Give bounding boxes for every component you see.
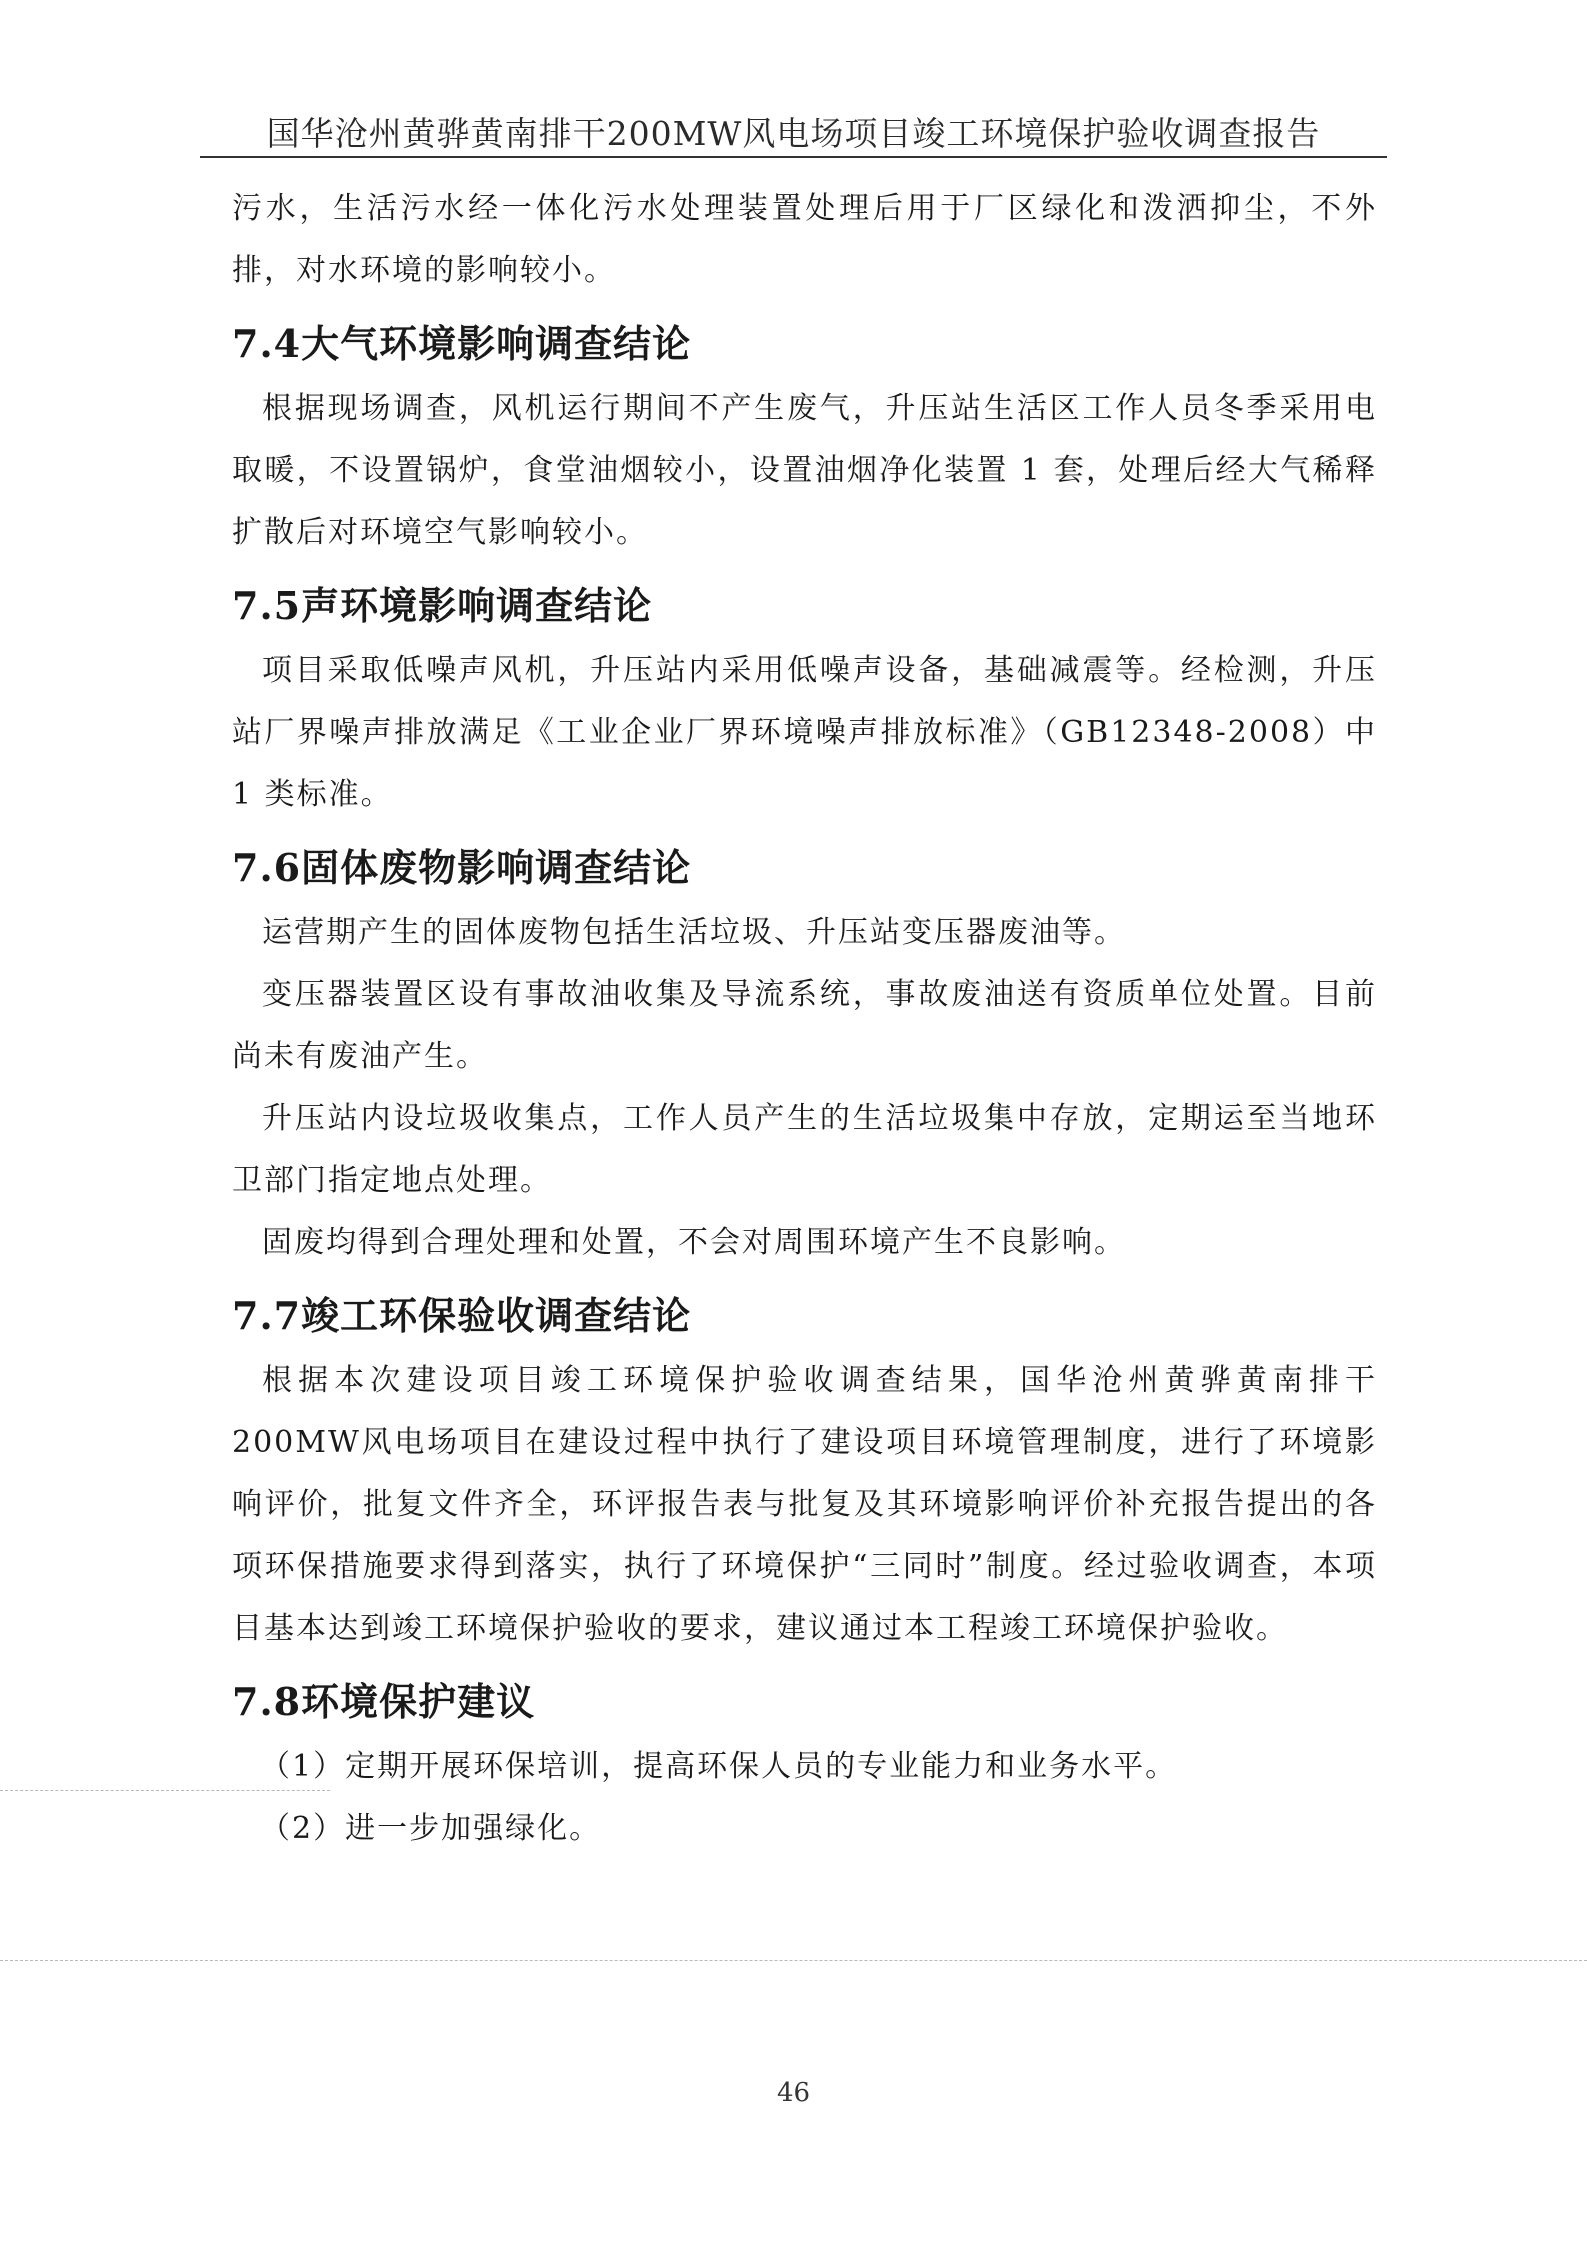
intro-paragraph: 污水，生活污水经一体化污水处理装置处理后用于厂区绿化和泼洒抑尘，不外排，对水环境的影响较小。: [232, 191, 1377, 288]
section-7-8-item-2: （2）进一步加强绿化。: [260, 1811, 602, 1846]
page-number: 46: [776, 2078, 811, 2108]
section-7-6-paragraph-3: 升压站内设垃圾收集点，工作人员产生的生活垃圾集中存放，定期运至当地环卫部门指定地点处理。: [232, 1101, 1377, 1198]
section-7-7-title: 7.7竣工环保验收调查结论: [232, 1293, 692, 1338]
section-7-7-paragraph: 根据本次建设项目竣工环境保护验收调查结果，国华沧州黄骅黄南排干200MW风电场项目在建设过程中执行了建设项目环境管理制度，进行了环境影响评价，批复文件齐全，环评报告表与批复及其环境影响评价补充报告提出的各项环保措施要求得到落实，执行了环境保护“三同时”制度。经过验收调查，本项目基本达到竣工环境保护验收的要求，建议通过本工程竣工环境保护验收。: [232, 1363, 1377, 1646]
section-7-4-paragraph: 根据现场调查，风机运行期间不产生废气，升压站生活区工作人员冬季采用电取暖，不设置锅炉，食堂油烟较小，设置油烟净化装置 1 套，处理后经大气稀释扩散后对环境空气影响较小。: [232, 391, 1377, 550]
section-7-6-paragraph-1: 运营期产生的固体废物包括生活垃圾、升压站变压器废油等。: [262, 915, 1126, 950]
section-7-6-title: 7.6固体废物影响调查结论: [232, 845, 692, 890]
section-7-6-paragraph-4: 固废均得到合理处理和处置，不会对周围环境产生不良影响。: [262, 1225, 1126, 1260]
section-7-8-title: 7.8环境保护建议: [232, 1679, 536, 1724]
section-7-8-item-1: （1）定期开展环保培训，提高环保人员的专业能力和业务水平。: [260, 1749, 1178, 1784]
document-body: [232, 178, 1377, 1860]
page-header-title: 国华沧州黄骅黄南排干200MW风电场项目竣工环境保护验收调查报告: [200, 112, 1387, 158]
scan-artifact-line: [0, 1960, 1587, 1961]
scan-artifact-line: [0, 1790, 330, 1791]
section-7-6-paragraph-2: 变压器装置区设有事故油收集及导流系统，事故废油送有资质单位处置。目前尚未有废油产生。: [232, 977, 1377, 1074]
section-7-4-title: 7.4大气环境影响调查结论: [232, 321, 692, 366]
section-7-5-paragraph: 项目采取低噪声风机，升压站内采用低噪声设备，基础减震等。经检测，升压站厂界噪声排放满足《工业企业厂界环境噪声排放标准》（GB12348-2008）中 1 类标准。: [232, 653, 1377, 812]
section-7-5-title: 7.5声环境影响调查结论: [232, 583, 653, 628]
